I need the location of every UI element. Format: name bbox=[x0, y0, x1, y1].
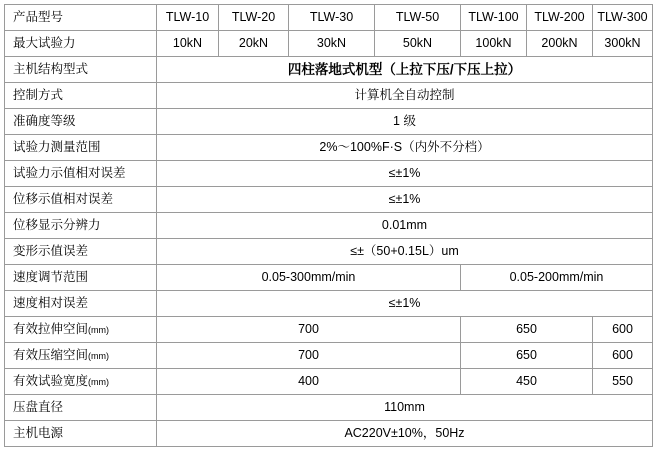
row-label-unit: (mm) bbox=[88, 325, 110, 336]
max-test-force-row bbox=[5, 31, 653, 57]
table-cell: 550 bbox=[593, 369, 653, 395]
table-cell: 450 bbox=[461, 369, 593, 395]
row-label-text: 速度相对误差 bbox=[13, 296, 89, 311]
row-label bbox=[5, 369, 157, 395]
effective-test-width-row bbox=[5, 369, 653, 395]
table-cell: 10kN bbox=[157, 31, 219, 57]
row-label-text: 变形示值误差 bbox=[13, 244, 89, 259]
table-cell: 30kN bbox=[289, 31, 375, 57]
row-label-text: 速度调节范围 bbox=[13, 270, 89, 285]
table-cell: ≤±（50+0.15L）um bbox=[157, 239, 653, 265]
table-cell: ≤±1% bbox=[157, 187, 653, 213]
row-label bbox=[5, 187, 157, 213]
table-cell: 110mm bbox=[157, 395, 653, 421]
row-label-text: 最大试验力 bbox=[13, 36, 76, 51]
deformation-indication-error-row bbox=[5, 239, 653, 265]
table-cell: 700 bbox=[157, 343, 461, 369]
table-cell: 50kN bbox=[375, 31, 461, 57]
row-label-text: 控制方式 bbox=[13, 88, 64, 103]
table-cell: TLW-30 bbox=[289, 5, 375, 31]
table-cell: 650 bbox=[461, 343, 593, 369]
table-cell: 0.05-300mm/min bbox=[157, 265, 461, 291]
row-label-unit: (mm) bbox=[88, 377, 110, 388]
table-cell: TLW-200 bbox=[527, 5, 593, 31]
row-label bbox=[5, 421, 157, 447]
force-measuring-range-row bbox=[5, 135, 653, 161]
row-label bbox=[5, 161, 157, 187]
platen-diameter-row bbox=[5, 395, 653, 421]
row-label-text: 有效压缩空间 bbox=[13, 348, 89, 363]
speed-relative-error-row bbox=[5, 291, 653, 317]
row-label-text: 压盘直径 bbox=[13, 400, 64, 415]
row-label-text: 位移显示分辨力 bbox=[13, 218, 101, 233]
table-cell: 1 级 bbox=[157, 109, 653, 135]
displacement-resolution-row bbox=[5, 213, 653, 239]
table-cell: 700 bbox=[157, 317, 461, 343]
table-cell: 300kN bbox=[593, 31, 653, 57]
table-cell: TLW-300 bbox=[593, 5, 653, 31]
table-cell: TLW-20 bbox=[219, 5, 289, 31]
row-label bbox=[5, 291, 157, 317]
control-mode-row bbox=[5, 83, 653, 109]
displacement-indication-error-row bbox=[5, 187, 653, 213]
table-cell: 四柱落地式机型（上拉下压/下压上拉） bbox=[157, 57, 653, 83]
table-cell: 400 bbox=[157, 369, 461, 395]
row-label bbox=[5, 239, 157, 265]
power-supply-row bbox=[5, 421, 653, 447]
row-label bbox=[5, 109, 157, 135]
row-label bbox=[5, 343, 157, 369]
row-label bbox=[5, 83, 157, 109]
specification-table bbox=[4, 4, 653, 447]
row-label bbox=[5, 265, 157, 291]
row-label-text: 试验力示值相对误差 bbox=[13, 166, 126, 181]
table-cell: 20kN bbox=[219, 31, 289, 57]
row-label-text: 产品型号 bbox=[13, 10, 64, 25]
table-cell: TLW-50 bbox=[375, 5, 461, 31]
table-cell: TLW-10 bbox=[157, 5, 219, 31]
table-cell: AC220V±10%，50Hz bbox=[157, 421, 653, 447]
model-row bbox=[5, 5, 653, 31]
table-cell: TLW-100 bbox=[461, 5, 527, 31]
row-label-text: 有效试验宽度 bbox=[13, 374, 89, 389]
table-cell: 0.01mm bbox=[157, 213, 653, 239]
row-label bbox=[5, 5, 157, 31]
accuracy-grade-row bbox=[5, 109, 653, 135]
table-cell: 0.05-200mm/min bbox=[461, 265, 653, 291]
speed-adjust-range-row bbox=[5, 265, 653, 291]
table-cell: ≤±1% bbox=[157, 291, 653, 317]
table-cell: 计算机全自动控制 bbox=[157, 83, 653, 109]
row-label bbox=[5, 213, 157, 239]
effective-tensile-space-row bbox=[5, 317, 653, 343]
row-label-text: 有效拉伸空间 bbox=[13, 322, 89, 337]
row-label-text: 试验力测量范围 bbox=[13, 140, 101, 155]
effective-compression-space-row bbox=[5, 343, 653, 369]
row-label-text: 位移示值相对误差 bbox=[13, 192, 114, 207]
row-label bbox=[5, 135, 157, 161]
table-cell: 600 bbox=[593, 343, 653, 369]
table-cell: 2%～100%F·S（内外不分档） bbox=[157, 135, 653, 161]
row-label-text: 准确度等级 bbox=[13, 114, 76, 129]
table-cell: 200kN bbox=[527, 31, 593, 57]
row-label-text: 主机结构型式 bbox=[13, 62, 89, 77]
row-label bbox=[5, 31, 157, 57]
specification-table-body bbox=[5, 5, 653, 447]
table-cell: ≤±1% bbox=[157, 161, 653, 187]
force-indication-error-row bbox=[5, 161, 653, 187]
table-cell: 600 bbox=[593, 317, 653, 343]
table-cell: 100kN bbox=[461, 31, 527, 57]
row-label bbox=[5, 57, 157, 83]
row-label bbox=[5, 317, 157, 343]
row-label bbox=[5, 395, 157, 421]
row-label-unit: (mm) bbox=[88, 351, 110, 362]
row-label-text: 主机电源 bbox=[13, 426, 64, 441]
main-structure-row bbox=[5, 57, 653, 83]
table-cell: 650 bbox=[461, 317, 593, 343]
